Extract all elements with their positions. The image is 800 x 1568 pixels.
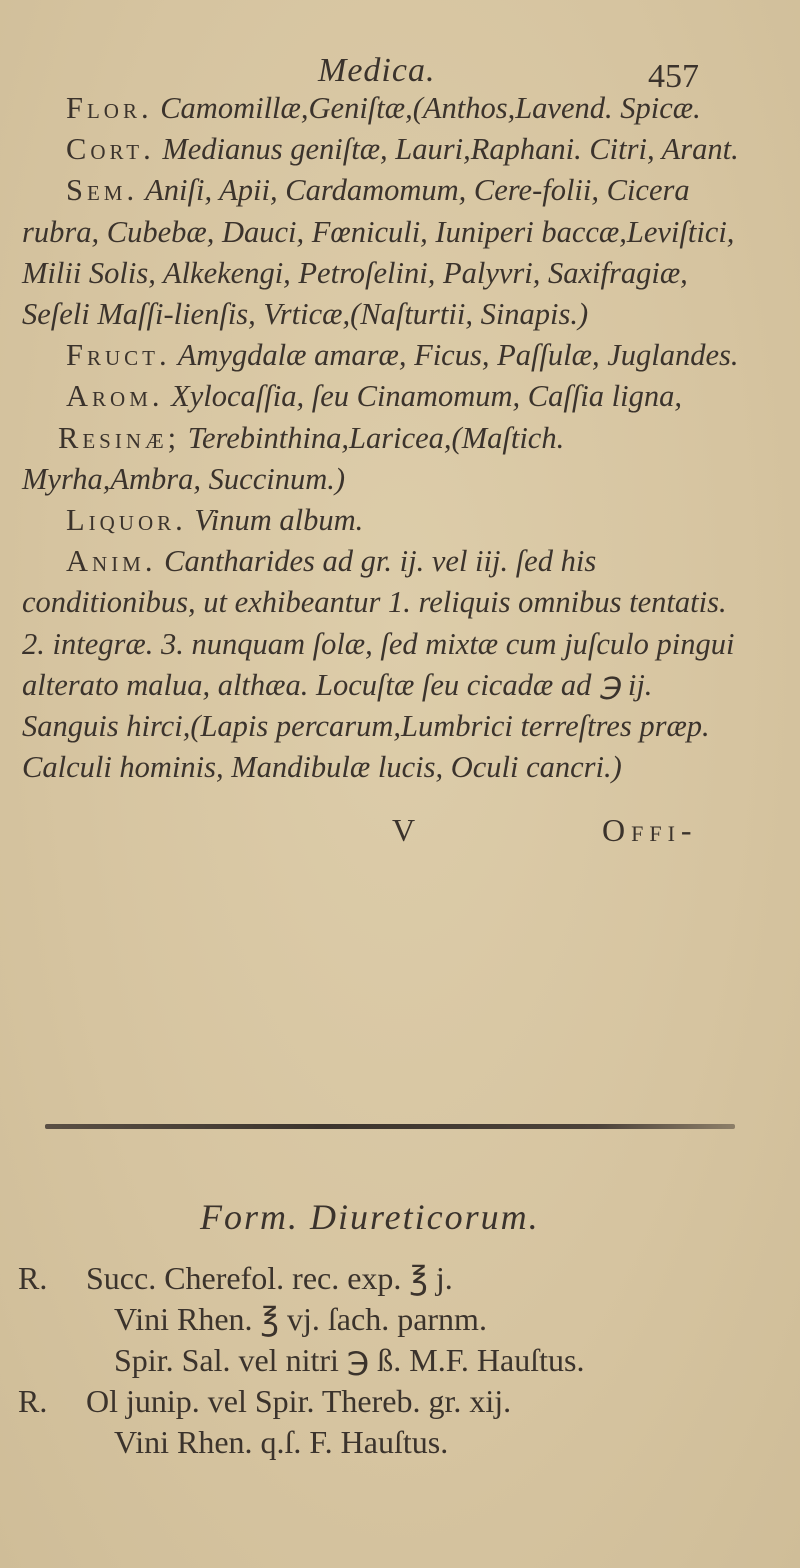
entry-lead: Cort. xyxy=(66,132,155,167)
catchword: Offi- xyxy=(602,812,698,848)
recipe-line xyxy=(18,1422,758,1463)
entry-lead: Resinæ; xyxy=(58,420,181,455)
entry-lead: Anim. xyxy=(66,544,157,579)
recipe-text: Vini Rhen. q.ſ. F. Hauſtus. xyxy=(114,1424,449,1460)
running-head: Medica. xyxy=(318,52,436,89)
recipe-line xyxy=(18,1299,758,1340)
entry-animalia xyxy=(22,541,742,788)
entry-resinae xyxy=(22,418,742,500)
entry-text: Terebinthina,Laricea,(Maſtich. Myrha,Ambra, Succinum.) xyxy=(22,420,565,496)
signature-mark: V xyxy=(392,812,418,848)
recipe-text: Succ. Cherefol. rec. exp. ℥ j. xyxy=(86,1260,453,1296)
page-number: 457 xyxy=(648,58,699,95)
entry-aromata xyxy=(22,376,742,417)
recipe-block xyxy=(18,1258,758,1463)
entry-lead: Flor. xyxy=(66,91,153,125)
form-title: Form. Diureticorum. xyxy=(200,1197,540,1237)
entry-text: Xylocaſſia, ſeu Cinamomum, Caſſia ligna, xyxy=(171,379,682,414)
entry-flores xyxy=(22,88,742,129)
recipe-line xyxy=(18,1258,758,1299)
entry-text: Cantharides ad gr. ij. vel iij. ſed his conditionibus, ut exhibeantur 1. reliquis omnibus tentatis. 2. integræ. 3. nunquam ſolæ, ſed mixtæ cum juſculo pingui alterato malua, althæa. Locuſtæ ſeu cicadæ ad ℈ ij. Sanguis hirci,(Lapis percarum,Lumbrici terreſtres præp. Calculi hominis, Mandibulæ lucis, Oculi cancri.) xyxy=(22,544,735,785)
recipe-text: Spir. Sal. vel nitri ℈ ß. M.F. Hauſtus. xyxy=(114,1342,585,1378)
catchline xyxy=(22,810,800,850)
entry-cortices xyxy=(22,129,742,170)
entry-lead: Liquor. xyxy=(66,503,187,538)
recipe-mark: R. xyxy=(18,1383,48,1419)
entry-fructus xyxy=(22,335,742,376)
entry-text: Medianus geniſtæ, Lauri,Raphani. Citri, Arant. xyxy=(162,132,739,167)
recipe-line xyxy=(18,1340,758,1381)
divider-rule xyxy=(45,1124,735,1129)
entry-text: Aniſi, Apii, Cardamomum, Cere-folii, Cicera rubra, Cubebæ, Dauci, Fœniculi, Iuniperi baccæ,Leviſtici, Milii Solis, Alkekengi, Petroſelini, Palyvri, Saxifragiæ, Seſeli Maſſi-lienſis, Vrticæ,(Naſturtii, Sinapis.) xyxy=(22,173,735,332)
recipe-line xyxy=(18,1381,758,1422)
recipe-text: Ol junip. vel Spir. Thereb. gr. xij. xyxy=(86,1383,512,1419)
recipe-mark: R. xyxy=(18,1260,48,1296)
entry-liquor xyxy=(22,500,742,541)
entry-semina xyxy=(22,170,742,335)
entry-lead: Sem. xyxy=(66,173,139,208)
entry-text: Vinum album. xyxy=(194,503,364,538)
recipe-text: Vini Rhen. ℥ vj. ſach. parnm. xyxy=(114,1301,487,1337)
entry-text: Amygdalæ amaræ, Ficus, Paſſulæ, Juglandes. xyxy=(177,338,739,373)
entry-lead: Arom. xyxy=(66,379,164,414)
entry-lead: Fruct. xyxy=(66,338,171,373)
entry-text: Camomillæ,Geniſtæ,(Anthos,Lavend. Spicæ. xyxy=(160,91,701,125)
ingredient-list xyxy=(22,88,742,848)
